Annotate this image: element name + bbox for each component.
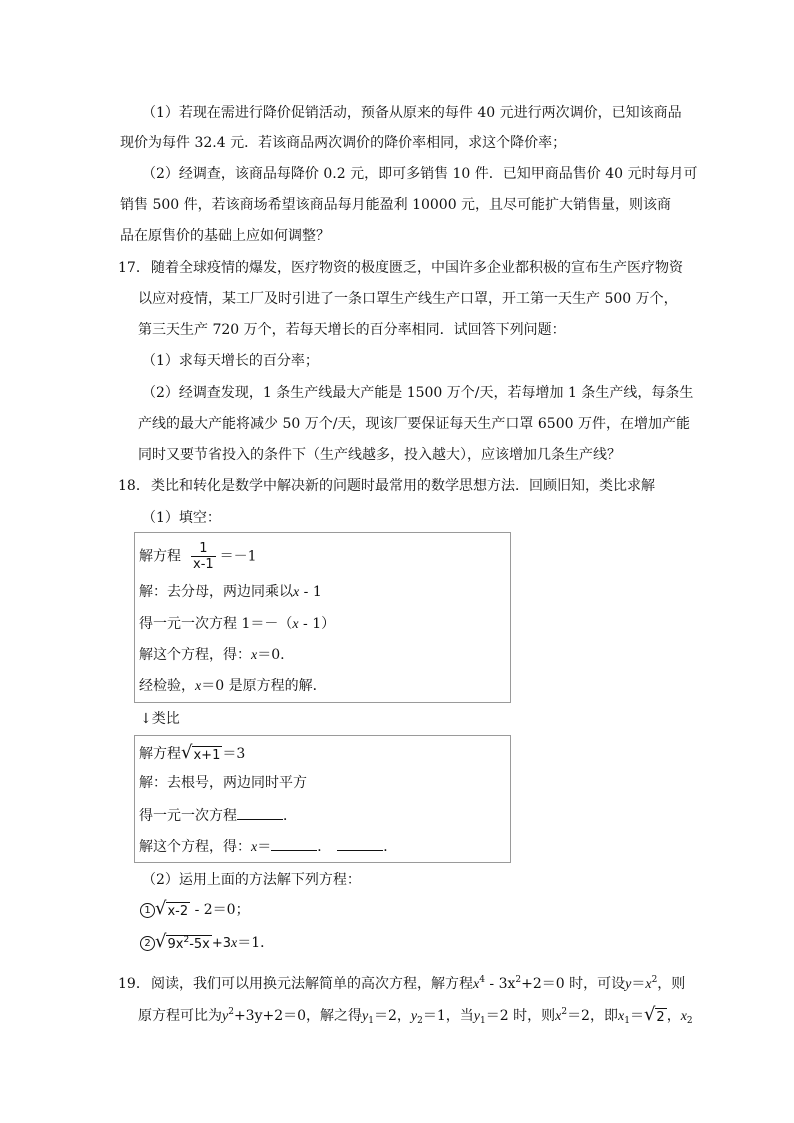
q18-equation-2: 2 √ $9x^2-5x$ +3x＝1． [140,933,274,954]
q16-part1-line1: （1）若现在需进行降价促销活动，预备从原来的每件 40 元进行两次调价，已知该商品 [142,105,682,121]
box1-equation: 解方程 $\frac{1}{x-1}$ ＝－1 [139,541,257,572]
box2-step1: 解：去根号，两边同时平方 [139,775,307,791]
box2-step2: 得一元一次方程 ． [139,805,297,826]
answer-blank[interactable] [237,805,283,820]
q16-part2-line1: （2）经调查，该商品每降价 0.2 元，即可多销售 10 件．已知甲商品售价 40 元时每月可 [142,166,698,182]
q18-number: 18． [118,478,150,494]
q16-part1-line2: 现价为每件 32.4 元．若该商品两次调价的降价率相同，求这个降价率； [120,135,567,151]
box1-step4: 经检验，x＝0 是原方程的解． [139,678,327,694]
square-root: √ $9x^2-5x$ [155,931,210,952]
q17-number: 17． [118,260,150,276]
q17-line2: 以应对疫情，某工厂及时引进了一条口罩生产线生产口罩，开工第一天生产 500 万个， [138,291,678,307]
fraction: $\frac{1}{x-1}$ [193,541,214,572]
q17-part2-line2: 产线的最大产能将减少 50 万个/天，现该厂要保证每天生产口罩 6500 万件，在增加产能 [138,416,690,432]
q19-line2: 原方程可比为$y^2+3y+2=0$，解之得$y_1=2$，$y_2=1$，当$y_1=2$ 时，则$x^2=2$，即$x_1=$ √ 2 ，$x_2$ [138,1004,693,1026]
example-box-radical [134,735,511,863]
box2-equation: 解方程 √ x+1 ＝3 [139,742,246,763]
answer-blank[interactable] [271,836,317,851]
circled-number-1-icon: 1 [140,903,155,918]
answer-blank[interactable] [337,836,383,851]
q17-part1: （1）求每天增长的百分率； [142,353,319,369]
q18-part1-label: （1）填空： [142,510,221,526]
q17-line1: 随着全球疫情的爆发，医疗物资的极度匮乏，中国许多企业都积极的宣布生产医疗物资 [151,260,683,276]
example-box-fraction [134,532,511,703]
q18-equation-1: 1 √ x-2 - 2＝0； [140,900,250,920]
q16-part2-line3: 品在原售价的基础上应如何调整？ [120,228,330,244]
circled-number-2-icon: 2 [140,936,155,951]
analogy-arrow: ↓类比 [140,711,180,727]
q18-part2-label: （2）运用上面的方法解下列方程： [142,872,361,888]
square-root: √ 2 [643,1004,665,1025]
box2-step3: 解这个方程，得：x＝ ． ． [139,836,397,858]
q17-part2-line3: 同时又要节省投入的条件下（生产线越多，投入越大），应该增加几条生产线？ [138,447,621,463]
box1-step2: 得一元一次方程 1＝－（x - 1） [139,616,336,632]
q16-part2-line2: 销售 500 件，若该商场希望该商品每月能盈利 10000 元，且尽可能扩大销售量，则该商 [120,197,672,213]
q17-part2-line1: （2）经调查发现，1 条生产线最大产能是 1500 万个/天，若每增加 1 条生产线，每条生 [142,385,694,401]
q19-line1: 阅读，我们可以用换元法解简单的高次方程，解方程$x^4 - 3x^2+2=0$ 时，可设$y=x^2$，则 [151,975,686,992]
box1-step3: 解这个方程，得：x＝0. [139,647,285,663]
square-root: √ x-2 [155,898,189,919]
square-root: √ x+1 [181,742,221,763]
q17-line3: 第三天生产 720 万个，若每天增长的百分率相同．试回答下列问题： [138,322,566,338]
box1-step1: 解：去分母，两边同乘以x - 1 [139,584,322,600]
q19-number: 19． [118,976,150,992]
q18-line1: 类比和转化是数学中解决新的问题时最常用的数学思想方法．回顾旧知，类比求解 [151,478,655,494]
